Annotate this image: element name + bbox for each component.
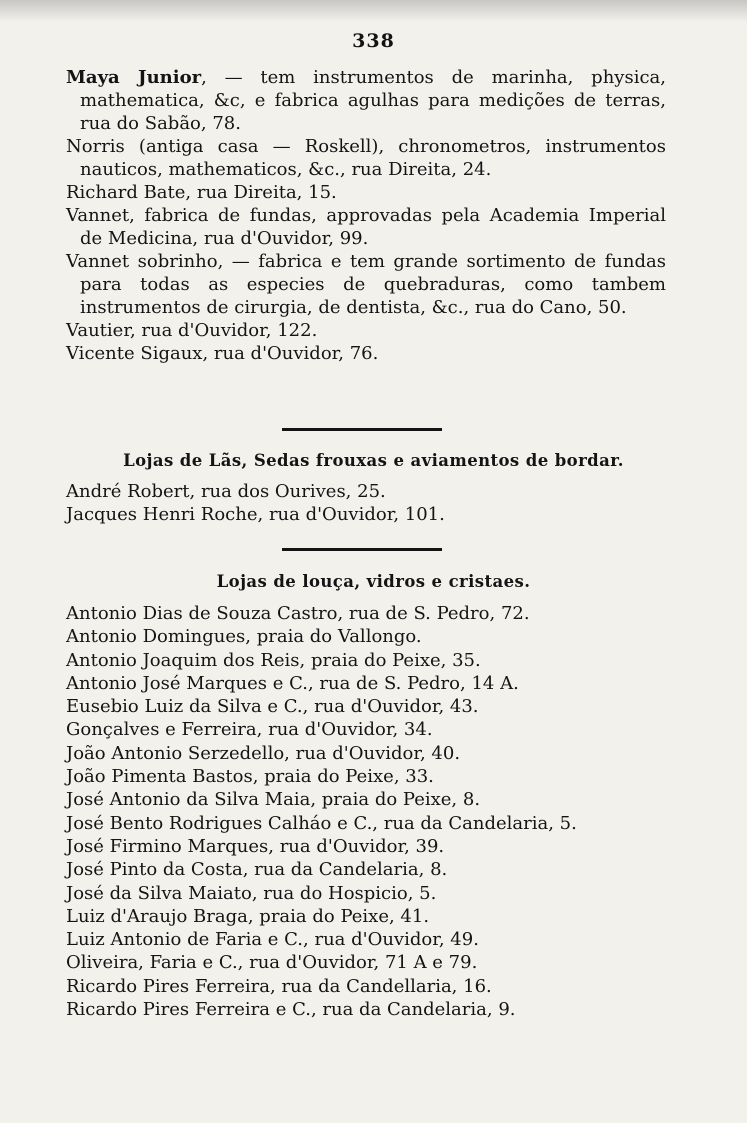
list-item [66, 66, 666, 135]
section-instruments [66, 66, 666, 365]
section-heading-louca: Lojas de louça, vidros e cristaes. [216, 572, 531, 591]
list-item: Luiz Antonio de Faria e C., rua d'Ouvidor, 49. [66, 929, 479, 951]
page-number: 338 [352, 30, 395, 52]
list-item: João Antonio Serzedello, rua d'Ouvidor, 40. [66, 742, 461, 764]
section-louca [66, 602, 666, 1021]
list-item: Antonio Joaquim dos Reis, praia do Peixe, 35. [66, 649, 481, 671]
list-item: Vicente Sigaux, rua d'Ouvidor, 76. [66, 343, 379, 364]
list-item: José Pinto da Costa, rua da Candelaria, 8. [66, 859, 448, 881]
list-item: Antonio José Marques e C., rua de S. Pedro, 14 A. [66, 672, 519, 694]
list-item: Vautier, rua d'Ouvidor, 122. [66, 320, 318, 341]
list-item: Vannet, fabrica de fundas, approvadas pela Academia Imperial de Medicina, rua d'Ouvidor, 99. [66, 205, 666, 249]
entry-text: , — tem instrumentos de marinha, physica, mathematica, &c, e fabrica agulhas para medições de terras, rua do Sabão, 78. [80, 67, 666, 134]
list-item: Vannet sobrinho, — fabrica e tem grande sortimento de fundas para todas as especies de quebraduras, como tambem instrumentos de cirurgia, de dentista, &c., rua do Cano, 50. [66, 251, 666, 318]
list-item: José da Silva Maiato, rua do Hospicio, 5. [66, 882, 437, 904]
list-item: Norris (antiga casa — Roskell), chronometros, instrumentos nauticos, mathematicos, &c., rua Direita, 24. [66, 136, 666, 180]
section-las [66, 480, 666, 526]
list-item: Jacques Henri Roche, rua d'Ouvidor, 101. [66, 504, 445, 525]
list-item: Gonçalves e Ferreira, rua d'Ouvidor, 34. [66, 719, 433, 741]
list-item: Richard Bate, rua Direita, 15. [66, 182, 337, 203]
list-item: Ricardo Pires Ferreira, rua da Candellaria, 16. [66, 975, 492, 997]
list-item: José Firmino Marques, rua d'Ouvidor, 39. [66, 835, 445, 857]
scan-smudge [0, 0, 747, 22]
list-item: André Robert, rua dos Ourives, 25. [66, 481, 386, 502]
section-divider [282, 428, 442, 431]
list-item: João Pimenta Bastos, praia do Peixe, 33. [66, 766, 434, 788]
list-item: Eusebio Luiz da Silva e C., rua d'Ouvidor, 43. [66, 696, 479, 718]
list-item: Ricardo Pires Ferreira e C., rua da Candelaria, 9. [66, 999, 516, 1021]
list-item: José Antonio da Silva Maia, praia do Peixe, 8. [66, 789, 481, 811]
list-item: Antonio Domingues, praia do Vallongo. [66, 626, 422, 648]
section-heading-las: Lojas de Lãs, Sedas frouxas e aviamentos de bordar. [123, 451, 624, 470]
list-item: José Bento Rodrigues Calháo e C., rua da Candelaria, 5. [66, 812, 577, 834]
entry-name: Maya Junior [66, 67, 202, 88]
list-item: Oliveira, Faria e C., rua d'Ouvidor, 71 A e 79. [66, 952, 478, 974]
list-item: Antonio Dias de Souza Castro, rua de S. Pedro, 72. [66, 603, 530, 624]
section-divider [282, 548, 442, 551]
list-item: Luiz d'Araujo Braga, praia do Peixe, 41. [66, 905, 430, 927]
